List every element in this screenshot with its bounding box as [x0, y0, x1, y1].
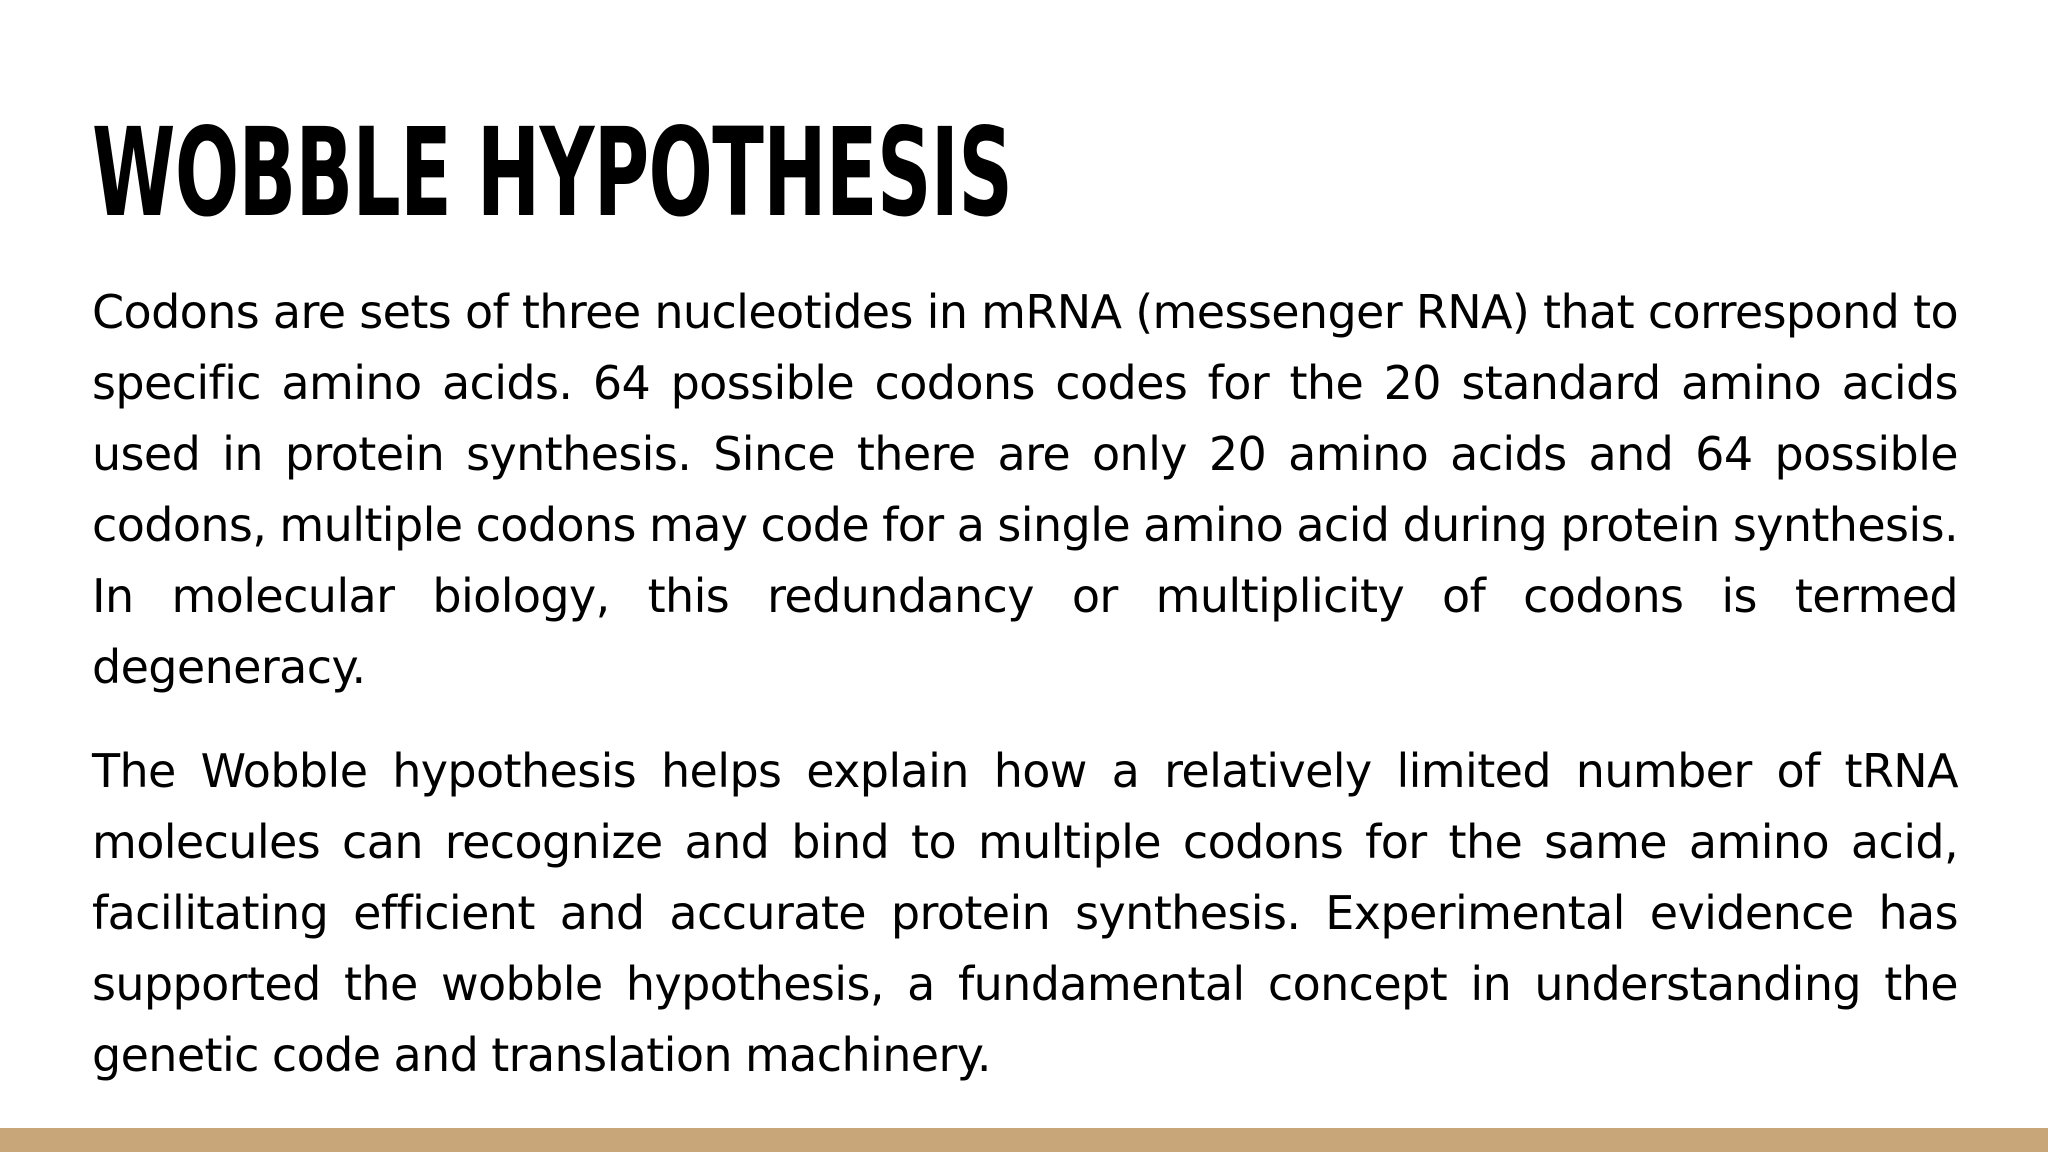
slide-title: WOBBLE HYPOTHESIS — [92, 102, 1013, 244]
paragraph-wobble: The Wobble hypothesis helps explain how a relatively limited number of tRNA molecules can recognize and bind to multiple codons for the same amino acid, facilitating efficient and accurate protein synthesis. Experimental evidence has supported the wobble hypothesis, a fundamental concept in understanding the genetic code and translation machinery. — [92, 744, 1958, 1082]
slide-body — [92, 277, 1958, 1124]
paragraph-degeneracy: Codons are sets of three nucleotides in mRNA (messenger RNA) that correspond to specific amino acids. 64 possible codons codes for the 20 standard amino acids used in protein synthesis. Since there are only 20 amino acids and 64 possible codons, multiple codons may code for a single amino acid during protein synthesis. In molecular biology, this redundancy or multiplicity of codons is termed degeneracy. — [92, 285, 1958, 694]
footer-accent-bar — [0, 1128, 2048, 1152]
